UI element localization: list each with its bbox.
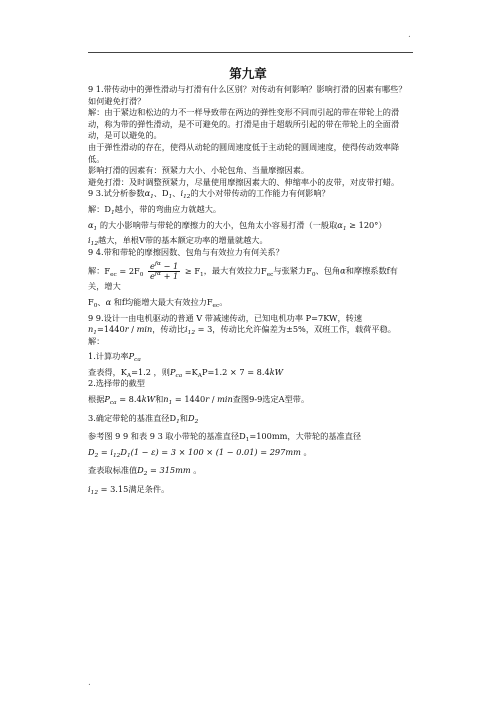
q1-answer-2: 由于弹性滑动的存在，使得从动轮的圆周速度低于主动轮的圆周速度，使得传动效率降低。 bbox=[88, 141, 400, 164]
header-rule bbox=[88, 52, 413, 53]
step3-standard: 查表取标准值$D_2 = 315mm$ 。 bbox=[88, 465, 202, 478]
document-body bbox=[88, 84, 413, 496]
step3-formula: $D_2 = i_{12}D_1(1 - \varepsilon) = 3 \times 100 \times (1 - 0.01) = 297mm$ 。 bbox=[88, 446, 312, 459]
q9-question-2: $n_1=1440r / \min$，传动比$i_{12} = 3$，传动比允许偏差为±5%，双班工作，载荷平稳。 bbox=[88, 324, 396, 337]
q1-question: 9 1.带传动中的弹性滑动与打滑有什么区别？对传动有何影响？影响打滑的因素有哪些？如何避免打滑？ bbox=[88, 84, 407, 106]
formula-alpha1: $\alpha_1$ bbox=[144, 188, 154, 201]
step1-title: 1.计算功率$P_{ca}$ bbox=[88, 351, 141, 364]
formula-fec: $F_{ec} = 2F_0$ bbox=[104, 265, 144, 278]
q4-question: 9 4.带和带轮的摩擦因数、包角与有效拉力有何关系？ bbox=[88, 246, 284, 257]
q4-answer-end: $F_0$、α 和f均能增大最大有效拉力$F_{ec}$。 bbox=[88, 296, 228, 309]
formula-d1: $D_1$ bbox=[162, 188, 173, 201]
q9-jie: 解： bbox=[88, 335, 105, 346]
q1-answer-4: 避免打滑：及时调整预紧力，尽量使用摩擦因素大的、伸缩率小的皮带，对皮带打蜡。 bbox=[88, 176, 400, 187]
q1-answer-3: 影响打滑的因素有：预紧力大小、小轮包角、当量摩擦因素。 bbox=[88, 165, 310, 176]
step1-calc: 查表得，$K_A=1.2$ ，则$P_{ca} =K_AP=1.2 \times 7 = 8.4kW$ bbox=[88, 366, 284, 379]
step2-text: 根据$P_{ca} = 8.4kW$和$n_1 = 1440r / \min$查图9-9选定A型带。 bbox=[88, 394, 310, 407]
step3-text: 参考图 9 9 和表 9 3 取小带轮的基准直径$D_1=100mm$，大带轮的基准直径 bbox=[88, 431, 362, 444]
step3-title: 3.确定带轮的基准直径$D_1$和$D_2$ bbox=[88, 412, 199, 425]
formula-fraction: $\frac{e^{f\alpha} - 1}{e^{f\alpha} + 1}$ bbox=[150, 261, 179, 282]
q3-answer-d1: 解：$D_1$越小，带的弯曲应力就越大。 bbox=[88, 203, 222, 216]
q3-answer-alpha: $\alpha_1$ 的大小影响带与带轮的摩擦力的大小，包角太小容易打滑（一般取$\alpha_1 \ge 120^\circ$） bbox=[88, 219, 387, 232]
corner-mark-bottom: . bbox=[88, 678, 91, 688]
step3-i12: $i_{12} = 3.15$满足条件。 bbox=[88, 484, 170, 497]
q9-question-1: 9 9.设计一由电机驱动的普通 V 带减速传动，已知电机功率 P=7KW，转速 bbox=[88, 312, 363, 323]
q3-question: 9 3.试分析参数$\alpha_1$、$D_1$、$i_{12}$的大小对带传动的工作能力有何影响？ bbox=[88, 188, 330, 201]
q3-answer-i12: $i_{12}$越大，单根Ⅴ带的基本额定功率的增量就越大。 bbox=[88, 235, 268, 248]
chapter-title: 第九章 bbox=[229, 66, 267, 81]
corner-mark-top: . bbox=[408, 30, 411, 40]
step2-title: 2.选择带的截型 bbox=[88, 378, 145, 389]
q1-answer-1: 解：由于紧边和松边的力不一样导致带在两边的弹性变形不同而引起的带在带轮上的滑动，称为带的弹性滑动，是不可避免的。打滑是由于超载所引起的带在带轮上的全面滑动，是可以避免的。 bbox=[88, 107, 400, 141]
q4-answer: 解：$F_{ec} = 2F_0$ $\frac{e^{f\alpha} - 1}{e^{f\alpha} + 1}$ ≥ $F_1$，最大有效拉力$F_{ec}$与张紧力$F_0$、包角α和摩擦系数f有关，增大 bbox=[88, 261, 398, 292]
formula-i12: $i_{12}$ bbox=[180, 188, 191, 201]
